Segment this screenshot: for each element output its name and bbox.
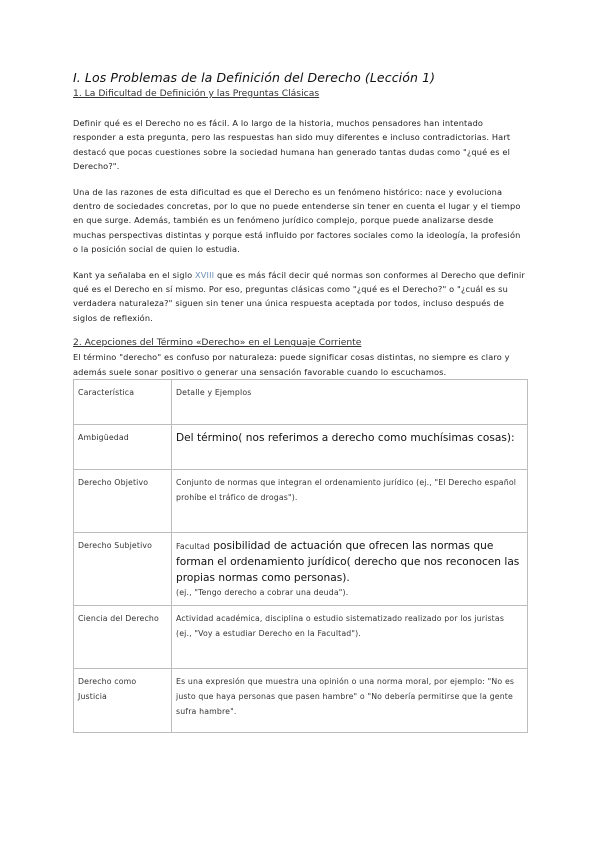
century-link: XVIII bbox=[195, 269, 215, 280]
table-cell-feature: Ambigüedad bbox=[74, 425, 172, 470]
table-cell-feature: Derecho como Justicia bbox=[74, 669, 172, 733]
table-cell-detail: Actividad académica, disciplina o estudio sistematizado realizado por los juristas (ej., "Voy a estudiar Derecho en la Facultad"). bbox=[172, 606, 528, 669]
table-cell-detail: Conjunto de normas que integran el ordenamiento jurídico (ej., "El Derecho español prohíbe el tráfico de drogas"). bbox=[172, 470, 528, 533]
table-cell-feature: Ciencia del Derecho bbox=[74, 606, 172, 669]
acepciones-table bbox=[73, 379, 528, 733]
detail-lead: Facultad bbox=[176, 542, 210, 552]
table-cell-feature: Derecho Objetivo bbox=[74, 470, 172, 533]
table-row bbox=[74, 425, 528, 470]
table-cell-detail bbox=[172, 533, 528, 606]
document-page bbox=[73, 70, 528, 733]
section1-paragraph-3 bbox=[73, 268, 528, 326]
section1-paragraph-2: Una de las razones de esta dificultad es que el Derecho es un fenómeno histórico: nace y evoluciona dentro de sociedades concretas, por lo que no puede entenderse sin tener en cuenta el lugar y el tiempo en que surge. Además, también es un fenómeno jurídico complejo, porque puede analizarse desde muchas perspectivas distintas y porque está influido por factores sociales como la ideología, la profesión o la posición social de quien lo estudia. bbox=[73, 186, 521, 255]
table-row bbox=[74, 470, 528, 533]
table-cell-feature: Derecho Subjetivo bbox=[74, 533, 172, 606]
table-row bbox=[74, 533, 528, 606]
detail-example: (ej., "Tengo derecho a cobrar una deuda"). bbox=[176, 588, 349, 598]
table-header-cell: Detalle y Ejemplos bbox=[172, 380, 528, 425]
section2-heading: 2. Acepciones del Término «Derecho» en el Lenguaje Corriente bbox=[73, 337, 362, 349]
table-row bbox=[74, 669, 528, 733]
p3-text-before: Kant ya señalaba en el siglo bbox=[73, 269, 196, 280]
section1-paragraph-1: Definir qué es el Derecho no es fácil. A lo largo de la historia, muchos pensadores han intentado responder a esta pregunta, pero las respuestas han sido muy diferentes e incluso contradictorias. Hart destacó que pocas cuestiones sobre la sociedad humana han generado tantas dudas como "¿qué es el Derecho?". bbox=[73, 118, 511, 172]
table-row bbox=[74, 606, 528, 669]
section2-paragraph-1: El término "derecho" es confuso por naturaleza: puede significar cosas distintas, no siempre es claro y además suele sonar positivo o generar una sensación favorable cuando lo escuchamos. bbox=[73, 352, 510, 377]
detail-big: posibilidad de actuación que ofrecen las normas que forman el ordenamiento jurídico( derecho que nos reconocen las propias normas como personas). bbox=[176, 540, 520, 584]
table-header-row bbox=[74, 380, 528, 425]
table-header-cell: Característica bbox=[74, 380, 172, 425]
p3-text-after: que es más fácil decir qué normas son conformes al Derecho que definir qué es el Derecho en sí mismo. Por eso, preguntas clásicas como "¿qué es el Derecho?" o "¿cuál es su verdadera naturaleza?" siguen sin tener una única respuesta aceptada por todos, incluso después de siglos de reflexión. bbox=[73, 269, 525, 323]
detail-text: Del término( nos referimos a derecho como muchísimas cosas): bbox=[176, 432, 515, 445]
document-title: I. Los Problemas de la Definición del Derecho (Lección 1) bbox=[73, 70, 436, 85]
table-cell-detail: Es una expresión que muestra una opinión o una norma moral, por ejemplo: "No es justo que haya personas que pasen hambre" o "No debería permitirse que la gente sufra hambre". bbox=[172, 669, 528, 733]
table-cell-detail bbox=[172, 425, 528, 470]
section1-heading: 1. La Dificultad de Definición y las Preguntas Clásicas bbox=[73, 88, 320, 99]
